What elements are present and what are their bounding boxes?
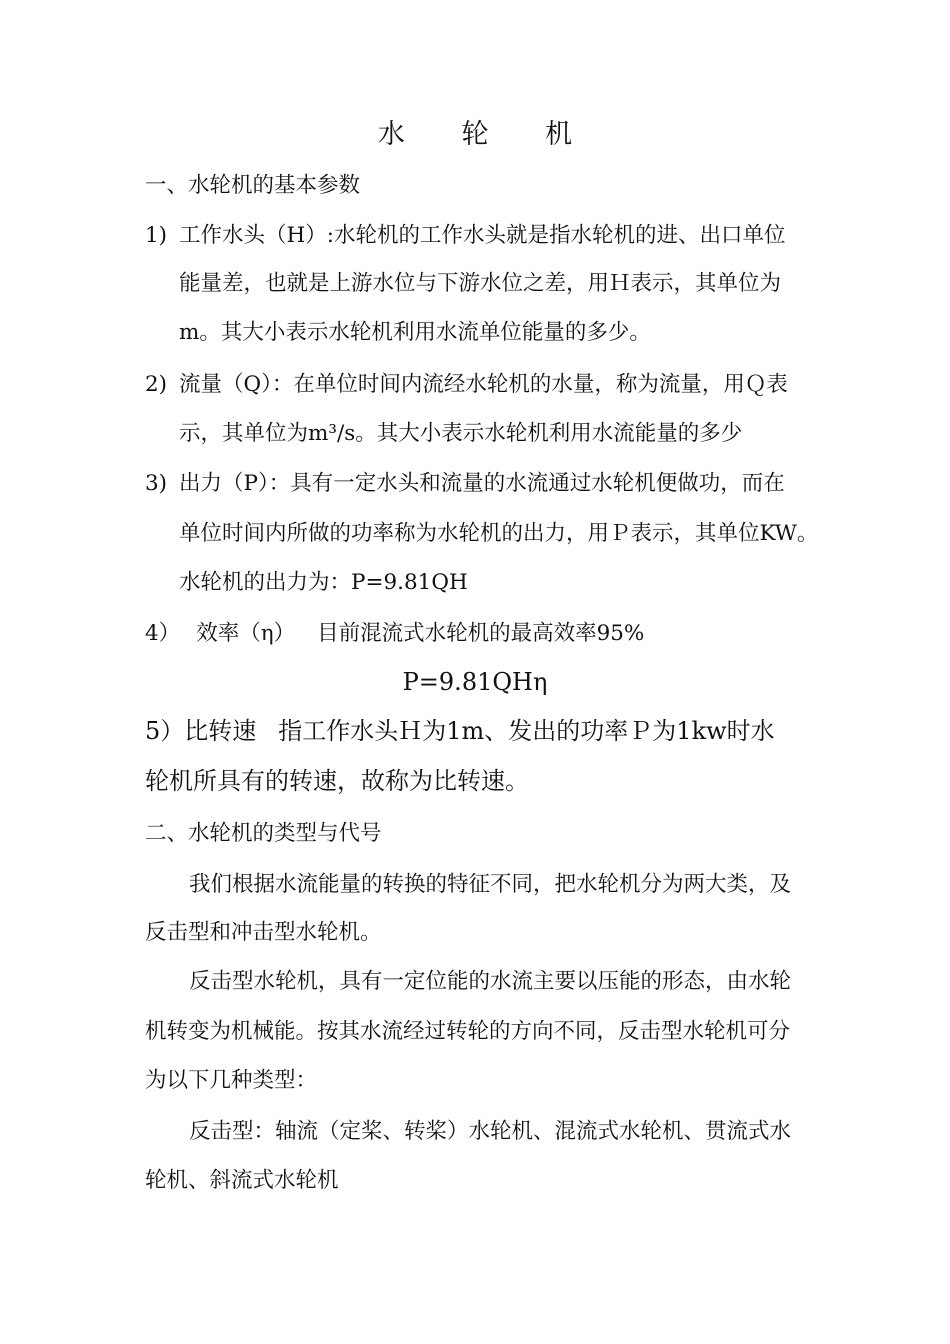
paragraph-reaction-line-2: 机转变为机械能。按其水流经过转轮的方向不同，反击型水轮机可分 — [145, 1019, 791, 1044]
item-working-head-line-3: m。其大小表示水轮机利用水流单位能量的多少。 — [179, 320, 651, 345]
item-text: 流量（Q）：在单位时间内流经水轮机的水量，称为流量，用Ｑ表 — [179, 372, 788, 397]
item-specific-speed-line-2: 轮机所具有的转速，故称为比转速。 — [145, 767, 529, 795]
paragraph-reaction-types-line-1: 反击型：轴流（定桨、转桨）水轮机、混流式水轮机、贯流式水 — [189, 1119, 792, 1144]
paragraph-reaction-line-3: 为以下几种类型： — [145, 1068, 318, 1093]
item-number: 3) — [145, 471, 168, 496]
item-power-line-2: 单位时间内所做的功率称为水轮机的出力，用Ｐ表示，其单位KW。 — [179, 521, 819, 546]
item-number: 1) — [145, 223, 168, 248]
item-working-head-line-1 — [145, 221, 786, 251]
paragraph-reaction-line-1: 反击型水轮机，具有一定位能的水流主要以压能的形态，由水轮 — [189, 969, 792, 994]
paragraph-classification-line-1: 我们根据水流能量的转换的特征不同，把水轮机分为两大类，及 — [189, 872, 792, 897]
item-flow-line-1 — [145, 370, 788, 400]
document-title: 水 轮 机 — [377, 119, 597, 150]
paragraph-classification-line-2: 反击型和冲击型水轮机。 — [145, 920, 382, 945]
item-text: 目前混流式水轮机的最高效率95% — [317, 621, 645, 646]
item-efficiency-line — [145, 619, 644, 649]
item-number: 4） — [145, 621, 181, 646]
item-flow-line-2: 示，其单位为m³/s。其大小表示水轮机利用水流能量的多少 — [179, 421, 743, 446]
item-text: 指工作水头Ｈ为1m、发出的功率Ｐ为1kw时水 — [278, 717, 775, 745]
section-heading-types-and-codes: 二、水轮机的类型与代号 — [145, 821, 382, 846]
efficiency-formula: P=9.81QHη — [402, 668, 548, 696]
item-text: 工作水头（H）:水轮机的工作水头就是指水轮机的进、出口单位 — [179, 223, 786, 248]
item-specific-speed-line-1 — [145, 716, 775, 746]
item-label: 效率（η） — [196, 621, 296, 646]
section-heading-basic-parameters: 一、水轮机的基本参数 — [145, 173, 361, 198]
item-label: 5）比转速 — [145, 717, 257, 745]
item-working-head-line-2: 能量差，也就是上游水位与下游水位之差，用Ｈ表示，其单位为 — [179, 271, 782, 296]
item-power-line-3: 水轮机的出力为：P=9.81QH — [179, 570, 468, 595]
item-text: 出力（P）：具有一定水头和流量的水流通过水轮机便做功，而在 — [179, 471, 785, 496]
item-number: 2) — [145, 372, 168, 397]
item-power-line-1 — [145, 469, 785, 499]
paragraph-reaction-types-line-2: 轮机、斜流式水轮机 — [145, 1168, 339, 1193]
